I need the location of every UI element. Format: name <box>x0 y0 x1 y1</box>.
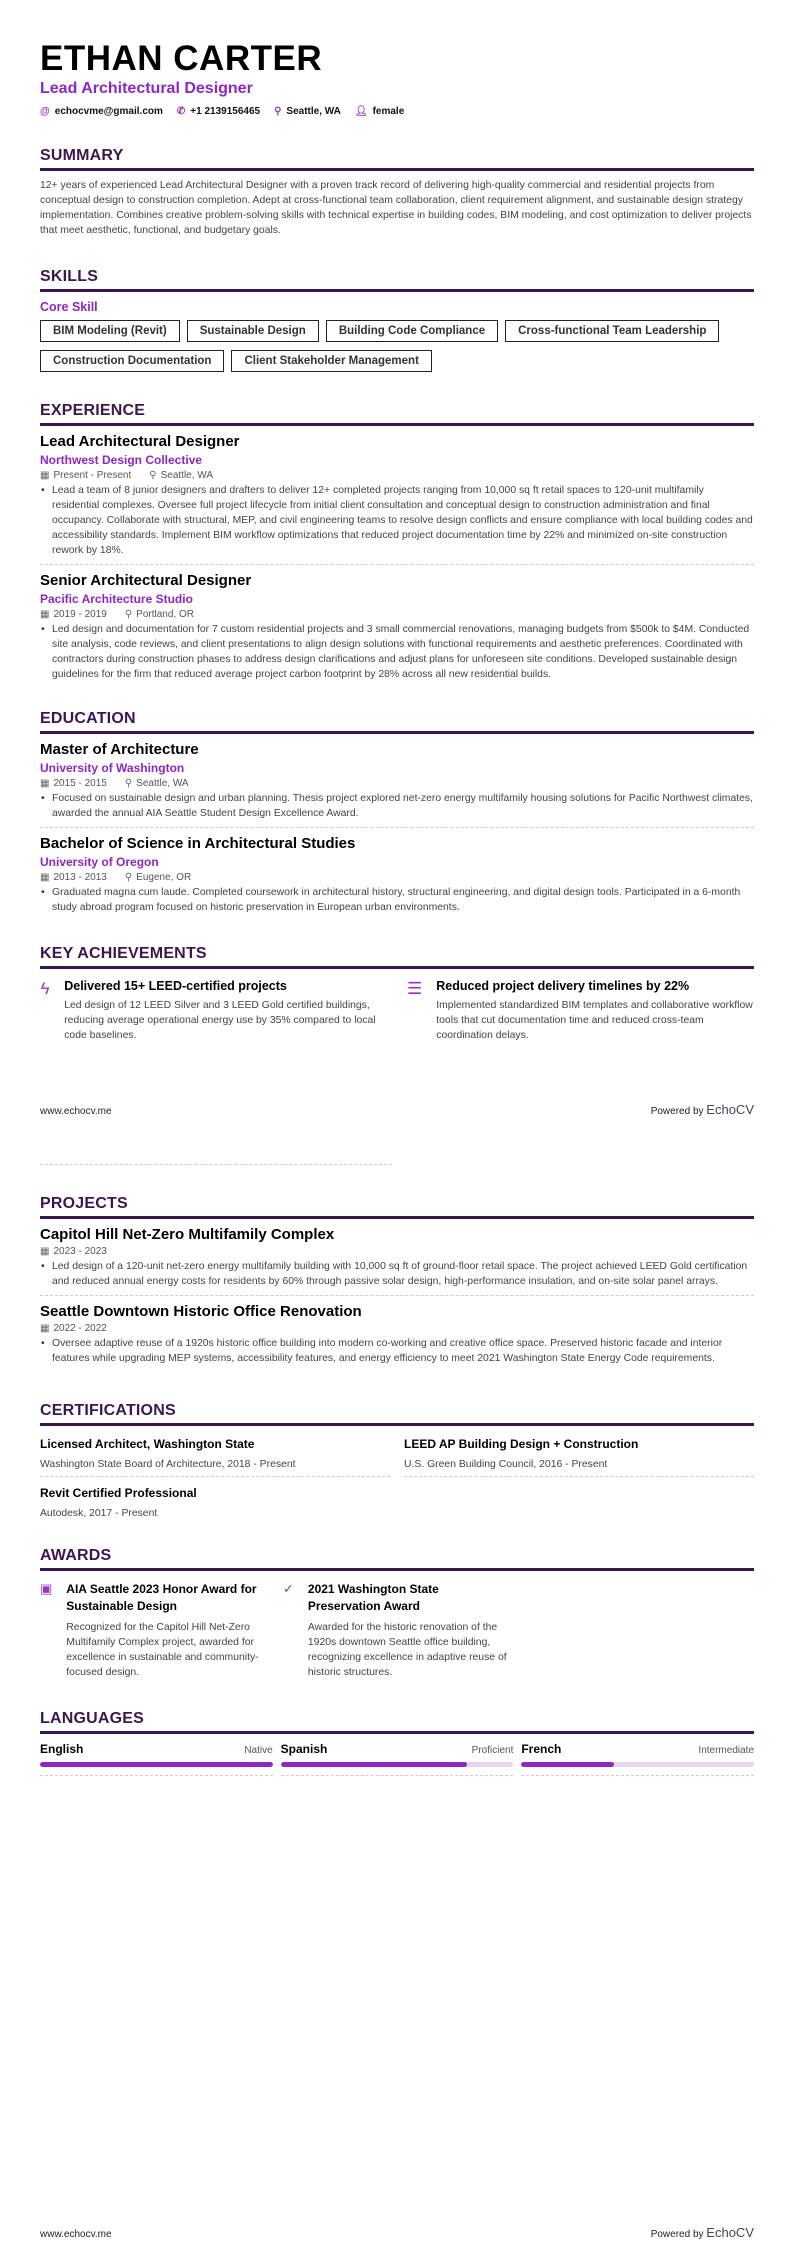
certification-item <box>40 1477 390 1525</box>
experience-item <box>40 426 754 565</box>
achievement-item <box>407 979 754 1043</box>
calendar-icon: ▦ <box>40 1323 50 1334</box>
summary-section <box>40 147 754 238</box>
phone-icon: ✆ <box>176 106 186 117</box>
section-heading: EDUCATION <box>40 710 754 734</box>
bullet: • Led design of a 120-unit net-zero energy multifamily building with 10,000 sq ft of ground-floor retail space. The project achieved LEED Gold certification and reduced annual energy costs for residents by 60% through passive solar design, high-performance insulation, and on-site solar panel arrays. <box>52 1259 754 1289</box>
contact-info <box>40 106 754 117</box>
company: Northwest Design Collective <box>40 453 203 467</box>
education-section <box>40 710 754 921</box>
location-icon: ⚲ <box>124 609 133 620</box>
page-footer <box>40 1102 754 1117</box>
bullet: • Focused on sustainable design and urban planning. Thesis project explored net-zero energy multifamily housing solutions for Pacific Northwest climates, awarded the annual AIA Seattle Student Design Excellence Award. <box>52 791 754 821</box>
language-item <box>281 1742 514 1776</box>
bullet: • Lead a team of 8 junior designers and drafters to deliver 12+ completed projects ranging from 10,000 sq ft retail spaces to 120-unit multifamily residential complexes. Oversee full project lifecycle from initial client consultation and conceptual design to construction administration and final occupancy. Collaborate with structural, MEP, and civil engineering teams to resolve design conflicts and ensure compliance with local building codes and accessibility standards. Implement BIM workflow optimizations that reduced project documentation time by 22% and minimized on-site construction rework by 18%. <box>52 483 754 558</box>
experience-section <box>40 402 754 688</box>
location-icon: ⚲ <box>124 872 133 883</box>
experience-item <box>40 565 754 688</box>
badge-icon: ▣ <box>40 1581 53 1596</box>
section-heading: SUMMARY <box>40 147 754 171</box>
skill-chip: BIM Modeling (Revit) <box>40 320 180 342</box>
award-text: Recognized for the Capitol Hill Net-Zero Multifamily Complex project, awarded for excellence in sustainable and community-focused design. <box>66 1622 259 1678</box>
project-item <box>40 1296 754 1372</box>
award-text: Awarded for the historic renovation of the 1920s downtown Seattle office building, recognizing excellence in adaptive reuse of historic structures. <box>307 1622 507 1678</box>
school: University of Oregon <box>40 855 159 869</box>
proficiency-bar <box>281 1762 514 1767</box>
location: Seattle, WA <box>136 778 189 789</box>
language-level: Intermediate <box>698 1745 755 1756</box>
dates: Present - Present <box>53 470 132 481</box>
powered-by: Powered by <box>650 1106 704 1117</box>
degree: Bachelor of Science in Architectural Studies <box>40 835 356 852</box>
achievement-title: Reduced project delivery timelines by 22% <box>436 979 690 993</box>
location-text: Seattle, WA <box>286 106 341 117</box>
award-title: AIA Seattle 2023 Honor Award for Sustainable Design <box>66 1582 257 1613</box>
cert-issuer: Autodesk, 2017 - Present <box>40 1508 158 1519</box>
section-heading: PROJECTS <box>40 1195 754 1219</box>
school: University of Washington <box>40 761 185 775</box>
section-heading: SKILLS <box>40 268 754 292</box>
cert-title: Revit Certified Professional <box>40 1486 197 1500</box>
brand-logo: EchoCV <box>706 1102 754 1117</box>
education-item <box>40 734 754 828</box>
language-level: Proficient <box>471 1745 514 1756</box>
projects-section <box>40 1195 754 1372</box>
language-level: Native <box>244 1745 273 1756</box>
language-item <box>521 1742 754 1776</box>
location-icon: ⚲ <box>149 470 157 481</box>
calendar-icon: ▦ <box>40 470 50 481</box>
location: Portland, OR <box>136 609 194 620</box>
project-title: Capitol Hill Net-Zero Multifamily Complex <box>40 1226 335 1243</box>
lightning-icon: ϟ <box>40 979 50 998</box>
award-item <box>283 1581 508 1680</box>
section-heading: LANGUAGES <box>40 1710 754 1734</box>
achievement-title: Delivered 15+ LEED-certified projects <box>64 979 287 993</box>
calendar-icon: ▦ <box>40 872 50 883</box>
location: Seattle, WA <box>160 470 214 481</box>
divider <box>40 1160 392 1165</box>
powered-by: Powered by <box>650 2229 704 2240</box>
dates: 2022 - 2022 <box>53 1323 107 1334</box>
footer-url[interactable]: www.echocv.me <box>40 1106 112 1117</box>
languages-section <box>40 1710 754 1776</box>
degree: Master of Architecture <box>40 741 199 758</box>
gender-text: female <box>372 106 405 117</box>
dates: 2023 - 2023 <box>53 1246 107 1257</box>
location: Eugene, OR <box>136 872 192 883</box>
skill-group-label: Core Skill <box>40 300 98 314</box>
contact-location <box>274 106 341 117</box>
contact-email[interactable] <box>40 106 163 117</box>
company: Pacific Architecture Studio <box>40 592 193 606</box>
footer-url[interactable]: www.echocv.me <box>40 2229 112 2240</box>
section-heading: AWARDS <box>40 1547 754 1571</box>
proficiency-fill <box>281 1762 467 1767</box>
proficiency-bar <box>40 1762 273 1767</box>
location-icon: ⚲ <box>124 778 133 789</box>
skills-section <box>40 268 754 372</box>
proficiency-fill <box>40 1762 273 1767</box>
email-text: echocvme@gmail.com <box>54 106 163 117</box>
candidate-title: Lead Architectural Designer <box>40 80 253 97</box>
project-title: Seattle Downtown Historic Office Renovation <box>40 1303 362 1320</box>
summary-text: 12+ years of experienced Lead Architectural Designer with a proven track record of delivering high-quality commercial and residential projects from conceptual design to construction completion. Adept at cross-functional team collaboration, client requirement alignment, and sustainable design strategy implementation. Combines creative problem-solving skills with technical expertise in building codes, BIM modeling, and cost optimization to deliver projects that meet aesthetic, functional, and budgetary goals. <box>40 180 752 236</box>
achievement-text: Led design of 12 LEED Silver and 3 LEED Gold certified buildings, reducing average operational energy use by 35% compared to local code baselines. <box>64 1000 376 1041</box>
proficiency-bar <box>521 1762 754 1767</box>
skill-chip: Client Stakeholder Management <box>231 350 431 372</box>
cert-title: LEED AP Building Design + Construction <box>404 1437 639 1451</box>
calendar-icon: ▦ <box>40 778 50 789</box>
skill-chip: Sustainable Design <box>187 320 319 342</box>
resume-page-2 <box>0 1123 794 2246</box>
section-heading: KEY ACHIEVEMENTS <box>40 945 754 969</box>
achievement-item <box>40 979 387 1043</box>
section-heading: CERTIFICATIONS <box>40 1402 754 1426</box>
skill-chip: Cross-functional Team Leadership <box>505 320 719 342</box>
check-icon: ✓ <box>283 1581 294 1596</box>
cake-icon: ☰ <box>407 979 423 998</box>
award-title: 2021 Washington State Preservation Award <box>307 1582 439 1613</box>
bullet: • Oversee adaptive reuse of a 1920s historic office building into modern co-working and creative office space. Preserved historic facade and interior features while upgrading MEP systems, accessibility features, and energy efficiency to meet 2021 Washington State Energy Code requirements. <box>52 1336 754 1366</box>
calendar-icon: ▦ <box>40 609 50 620</box>
skill-chip: Building Code Compliance <box>326 320 498 342</box>
section-heading: EXPERIENCE <box>40 402 754 426</box>
language-name: French <box>521 1742 562 1756</box>
job-title: Lead Architectural Designer <box>40 433 240 450</box>
language-name: English <box>40 1742 84 1756</box>
email-icon: @ <box>40 106 50 117</box>
language-item <box>40 1742 273 1776</box>
awards-section <box>40 1547 754 1680</box>
person-icon: 👤︎ <box>354 106 368 117</box>
achievement-text: Implemented standardized BIM templates and collaborative workflow tools that cut documentation time and reduced cross-team coordination delays. <box>436 1000 753 1041</box>
certifications-section <box>40 1402 754 1525</box>
location-icon: ⚲ <box>274 106 282 117</box>
job-title: Senior Architectural Designer <box>40 572 252 589</box>
candidate-name: ETHAN CARTER <box>40 39 323 78</box>
contact-phone[interactable] <box>177 106 260 117</box>
bullet: • Graduated magna cum laude. Completed coursework in architectural history, structural engineering, and digital design tools. Participated in a 6-month study abroad program focused on historic preservation in European urban environments. <box>52 885 754 915</box>
certification-item <box>404 1428 754 1477</box>
skill-chip: Construction Documentation <box>40 350 224 372</box>
contact-gender <box>355 106 404 117</box>
calendar-icon: ▦ <box>40 1246 50 1257</box>
education-item <box>40 828 754 921</box>
bullet: • Led design and documentation for 7 custom residential projects and 3 small commercial renovations, managing budgets from $500k to $4M. Conducted site analysis, code reviews, and client presentations to align design solutions with functional requirements and aesthetic preferences. Coordinated with contractors during construction phases to address design clarifications and adjust plans for unforeseen site conditions. Developed sustainable design guidelines for the firm that reduced average project carbon footprint by 28% across all new residential builds. <box>52 622 754 682</box>
proficiency-fill <box>521 1762 614 1767</box>
cert-issuer: Washington State Board of Architecture, 2018 - Present <box>40 1459 296 1470</box>
cert-title: Licensed Architect, Washington State <box>40 1437 255 1451</box>
brand-logo: EchoCV <box>706 2225 754 2240</box>
dates: 2019 - 2019 <box>53 609 107 620</box>
phone-text: +1 2139156465 <box>190 106 261 117</box>
certification-item <box>40 1428 390 1477</box>
dates: 2015 - 2015 <box>53 778 107 789</box>
language-name: Spanish <box>280 1742 328 1756</box>
page-footer <box>40 2225 754 2240</box>
award-item <box>40 1581 265 1680</box>
cert-issuer: U.S. Green Building Council, 2016 - Present <box>404 1459 608 1470</box>
project-item <box>40 1219 754 1296</box>
achievements-section <box>40 945 754 1043</box>
dates: 2013 - 2013 <box>53 872 107 883</box>
